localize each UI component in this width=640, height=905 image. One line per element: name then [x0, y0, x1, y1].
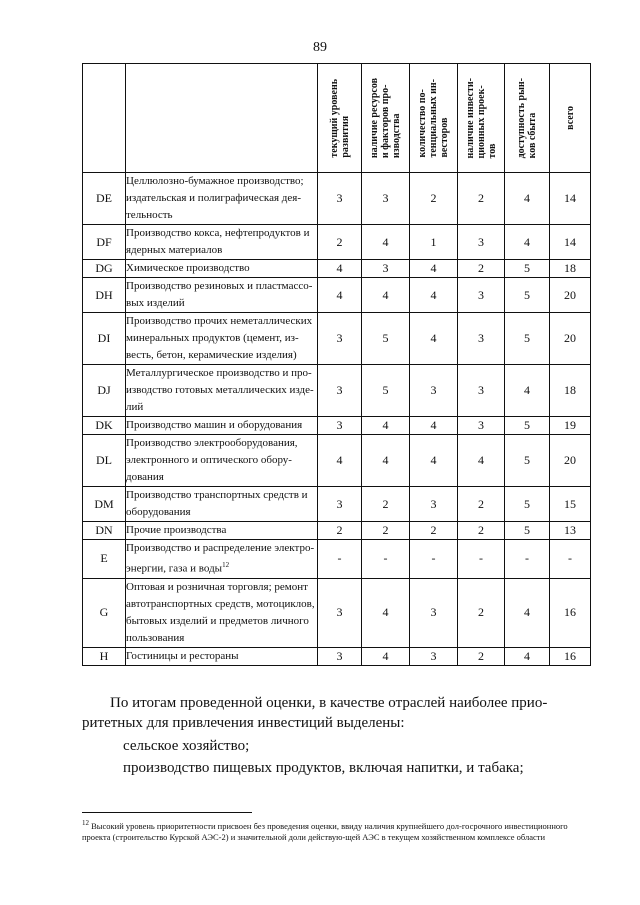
row-total: 20: [550, 313, 591, 365]
row-score: -: [505, 540, 550, 579]
row-score: 4: [410, 260, 458, 278]
table-row: [83, 540, 591, 579]
row-name-cell: [126, 487, 318, 522]
row-total: 16: [550, 647, 591, 665]
row-score: 2: [318, 225, 362, 260]
row-total: 19: [550, 417, 591, 435]
row-score: 3: [318, 313, 362, 365]
row-code: DE: [83, 173, 126, 225]
row-score: 3: [318, 647, 362, 665]
row-score: 5: [505, 313, 550, 365]
row-score: 4: [410, 313, 458, 365]
row-score: 3: [318, 487, 362, 522]
row-score: 2: [458, 647, 505, 665]
row-score: 5: [505, 278, 550, 313]
row-score: 2: [458, 487, 505, 522]
row-code: DL: [83, 435, 126, 487]
table-row: [83, 225, 591, 260]
row-name-cell: [126, 435, 318, 487]
table-row: [83, 435, 591, 487]
row-score: -: [410, 540, 458, 579]
priority-table: [82, 63, 591, 666]
row-score: 4: [410, 278, 458, 313]
row-name-cell: [126, 578, 318, 647]
row-score: 2: [410, 173, 458, 225]
paragraph-line-2: ритетных для привлечения инвестиций выделены:: [82, 715, 405, 731]
row-score: 4: [505, 365, 550, 417]
row-name: Производство кокса, нефтепродуктов и ядерных материалов: [126, 227, 310, 256]
row-name: Оптовая и розничная торговля; ремонт автотранспортных средств, мотоциклов, бытовых изделий и предметов личного пользования: [126, 580, 315, 644]
row-total: 16: [550, 578, 591, 647]
header-code: [83, 64, 126, 173]
row-score: 3: [410, 487, 458, 522]
footnote-marker: 12: [82, 819, 89, 827]
row-score: -: [362, 540, 410, 579]
row-score: 4: [410, 417, 458, 435]
row-score: 3: [362, 260, 410, 278]
row-total: 13: [550, 522, 591, 540]
page-number: 89: [313, 40, 327, 55]
row-name-cell: [126, 313, 318, 365]
row-name-cell: [126, 647, 318, 665]
row-code: DM: [83, 487, 126, 522]
row-score: 5: [505, 435, 550, 487]
row-code: DN: [83, 522, 126, 540]
row-score: 2: [458, 522, 505, 540]
row-score: 4: [505, 225, 550, 260]
header-resources: наличие ресурсов и факторов про- изводства: [362, 64, 410, 173]
row-name: Прочие производства: [126, 524, 227, 536]
row-score: 4: [318, 260, 362, 278]
row-name: Производство резиновых и пластмассо-вых изделий: [126, 280, 313, 309]
row-score: 3: [458, 313, 505, 365]
row-score: 4: [318, 435, 362, 487]
row-name: Производство транспортных средств и оборудования: [126, 489, 308, 518]
row-score: 4: [505, 647, 550, 665]
row-score: -: [458, 540, 505, 579]
row-name: Производство и распределение электро-энергии, газа и воды: [126, 542, 315, 575]
row-score: 4: [505, 173, 550, 225]
row-code: H: [83, 647, 126, 665]
row-name: Производство электрооборудования, электронного и оптического обору-дования: [126, 437, 298, 483]
row-score: 2: [458, 578, 505, 647]
row-code: DI: [83, 313, 126, 365]
row-score: 3: [458, 278, 505, 313]
header-name: [126, 64, 318, 173]
list-item-agriculture: сельское хозяйство;: [123, 738, 250, 754]
table-row: [83, 313, 591, 365]
row-code: E: [83, 540, 126, 579]
row-score: -: [318, 540, 362, 579]
row-score: 3: [318, 417, 362, 435]
footnote-divider: [82, 812, 252, 813]
row-score: 3: [318, 173, 362, 225]
row-score: 3: [410, 578, 458, 647]
row-name: Гостиницы и рестораны: [126, 649, 239, 662]
row-name-cell: [126, 417, 318, 435]
row-name-cell: [126, 540, 318, 579]
row-total: 15: [550, 487, 591, 522]
table-row: [83, 647, 591, 665]
table-row: [83, 278, 591, 313]
row-score: 5: [505, 487, 550, 522]
table-row: [83, 522, 591, 540]
row-score: 2: [318, 522, 362, 540]
row-code: DF: [83, 225, 126, 260]
row-score: 3: [410, 365, 458, 417]
row-score: 3: [362, 173, 410, 225]
row-score: 4: [318, 278, 362, 313]
row-total: 20: [550, 435, 591, 487]
table-row: [83, 173, 591, 225]
row-total: -: [550, 540, 591, 579]
row-score: 4: [458, 435, 505, 487]
footnote-text: Высокий уровень приоритетности присвоен без проведения оценки, ввиду наличия крупнейшего дол-госрочного инвестиционного проекта (строительство Курской АЭС-2) и значительной доли действую-щей АЭС в текущем хозяйственном комплексе области: [82, 820, 568, 842]
row-score: 4: [362, 225, 410, 260]
table-row: [83, 487, 591, 522]
row-total: 14: [550, 173, 591, 225]
row-name: Производство машин и оборудования: [126, 419, 303, 431]
row-total: 18: [550, 260, 591, 278]
header-investors: количество по- тенциальных ин- весторов: [410, 64, 458, 173]
row-code: DJ: [83, 365, 126, 417]
row-score: 4: [362, 278, 410, 313]
row-score: 2: [362, 487, 410, 522]
list-item-food-production: производство пищевых продуктов, включая напитки, и табака;: [123, 760, 524, 776]
row-score: 5: [362, 313, 410, 365]
row-name: Химическое производство: [126, 262, 250, 274]
row-name-cell: [126, 173, 318, 225]
row-name: Целлюлозно-бумажное производство; издательская и полиграфическая дея-тельность: [126, 175, 304, 221]
table-header-row: [83, 64, 591, 173]
row-name-cell: [126, 278, 318, 313]
row-code: G: [83, 578, 126, 647]
row-name: Производство прочих неметаллических минеральных продуктов (цемент, из-весть, бетон, керамические изделия): [126, 315, 313, 361]
row-name-cell: [126, 225, 318, 260]
row-score: 4: [505, 578, 550, 647]
row-score: 3: [458, 225, 505, 260]
row-total: 14: [550, 225, 591, 260]
paragraph-line-1: По итогам проведенной оценки, в качестве отраслей наиболее прио-: [110, 695, 548, 711]
row-score: 5: [505, 522, 550, 540]
row-score: 3: [458, 417, 505, 435]
row-name: Металлургическое производство и про-изводство готовых металлических изде-лий: [126, 367, 314, 413]
header-projects: наличие инвести- ционных проек- тов: [458, 64, 505, 173]
row-score: 2: [410, 522, 458, 540]
row-score: 5: [362, 365, 410, 417]
row-score: 4: [362, 578, 410, 647]
table-row: [83, 578, 591, 647]
header-markets: доступность рын- ков сбыта: [505, 64, 550, 173]
row-score: 5: [505, 417, 550, 435]
row-name-cell: [126, 260, 318, 278]
row-score: 2: [458, 260, 505, 278]
row-name-cell: [126, 522, 318, 540]
row-total: 18: [550, 365, 591, 417]
row-score: 3: [318, 578, 362, 647]
row-score: 3: [318, 365, 362, 417]
row-score: 5: [505, 260, 550, 278]
header-total: всего: [550, 64, 591, 173]
row-score: 4: [362, 647, 410, 665]
row-score: 4: [362, 435, 410, 487]
header-development-level: текущий уровень развития: [318, 64, 362, 173]
table-row: [83, 260, 591, 278]
row-code: DG: [83, 260, 126, 278]
table-row: [83, 417, 591, 435]
row-code: DK: [83, 417, 126, 435]
row-score: 3: [458, 365, 505, 417]
footnote: [82, 818, 590, 843]
row-score: 4: [410, 435, 458, 487]
row-score: 1: [410, 225, 458, 260]
footnote-ref: 12: [222, 561, 230, 569]
row-score: 4: [362, 417, 410, 435]
row-total: 20: [550, 278, 591, 313]
row-score: 3: [410, 647, 458, 665]
row-name-cell: [126, 365, 318, 417]
row-code: DH: [83, 278, 126, 313]
row-score: 2: [458, 173, 505, 225]
table-row: [83, 365, 591, 417]
row-score: 2: [362, 522, 410, 540]
